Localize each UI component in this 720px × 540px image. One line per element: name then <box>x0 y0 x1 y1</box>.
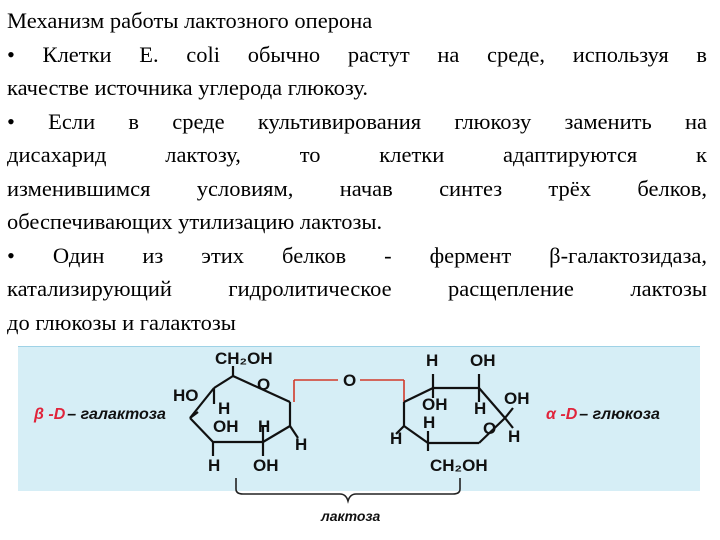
atom-h-3: H <box>295 435 308 454</box>
slide-text <box>7 4 707 339</box>
atom-oh-4: OH <box>422 395 448 414</box>
bullet-3-line-1: • Один из этих белков - фермент β-галактозидаза, <box>7 242 707 268</box>
atom-ring-o-glucose: O <box>483 419 497 438</box>
atom-ch2oh-glucose: CH₂OH <box>430 456 488 475</box>
bullet-2-line-2: дисахарид лактозу, то клетки адаптируются к <box>7 142 707 167</box>
atom-oh-3: OH <box>470 351 496 370</box>
alpha-glucose-label: α -D – глюкоза <box>546 406 660 423</box>
lactose-structure-figure <box>18 346 700 534</box>
atom-ring-o-galactose: O <box>257 375 271 394</box>
atom-ch2oh-galactose: CH₂OH <box>215 349 273 368</box>
bullet-3-line-3: до глюкозы и галактозы <box>7 309 236 335</box>
atom-h-5: H <box>426 351 439 370</box>
atom-h-7: H <box>508 427 521 446</box>
bullet-2-line-4: обеспечивающих утилизацию лактозы. <box>7 209 383 234</box>
atom-h-8: H <box>423 413 436 432</box>
atom-h-1: H <box>218 399 231 418</box>
atom-h-9: H <box>390 429 403 448</box>
bullet-3-line-2: катализирующий гидролитическое расщепление лактозы <box>7 276 707 301</box>
lactose-diagram <box>18 346 700 534</box>
atom-h-6: H <box>474 399 487 418</box>
atom-ho: HO <box>173 386 199 405</box>
bullet-1-line-2: качестве источника углерода глюкозу. <box>7 75 368 100</box>
slide-title: Механизм работы лактозного оперона <box>7 8 373 33</box>
atom-oh-2: OH <box>253 456 279 475</box>
bullet-2-line-1: • Если в среде культивирования глюкозу заменить на <box>7 108 707 134</box>
atom-bridge-o: O <box>343 371 357 390</box>
atom-h-4: H <box>208 456 221 475</box>
atom-oh-1: OH <box>213 417 239 436</box>
atom-h-2: H <box>258 417 271 436</box>
atom-oh-5: OH <box>504 389 530 408</box>
bullet-1-line-1: • Клетки E. coli обычно растут на среде, используя в <box>7 41 707 67</box>
lactose-caption: лактоза <box>321 508 381 524</box>
bullet-2-line-3: изменившимся условиям, начав синтез трёх белков, <box>7 175 707 201</box>
beta-galactose-label: β -D – галактоза <box>34 406 166 423</box>
